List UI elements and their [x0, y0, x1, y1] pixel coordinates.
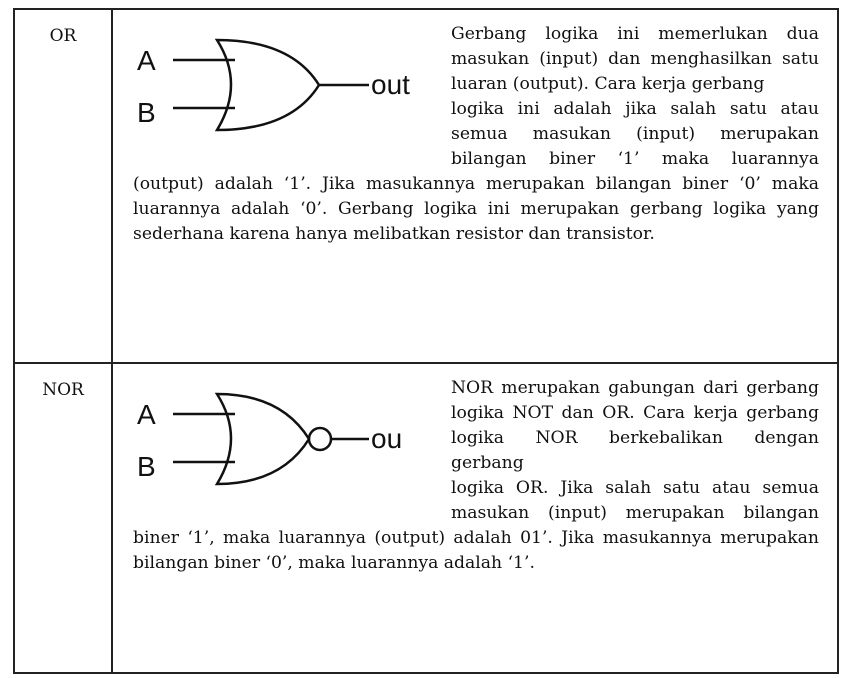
table-row-nor — [14, 363, 838, 673]
or-gate-diagram — [133, 26, 433, 146]
output-label: out — [371, 69, 410, 100]
gate-description-cell — [112, 363, 838, 673]
gate-name-cell — [14, 9, 112, 363]
gate-name-or: OR — [49, 26, 77, 46]
input-b-label: B — [137, 97, 156, 128]
gate-name-cell — [14, 363, 112, 673]
description-rest: logika ini adalah jika salah satu atau semua masukan (input) merupakan bilangan biner ‘1’ maka luarannya (output) adalah ‘1’. Jika masukannya merupakan bilangan biner ‘0’ maka luarannya adalah ‘0’. Gerbang logika ini merupakan gerbang logika yang sederhana karena hanya melibatkan resistor dan transistor. — [133, 99, 819, 244]
nor-gate-diagram — [133, 380, 433, 500]
gate-description-cell — [112, 9, 838, 363]
description-wrapped: NOR merupakan gabungan dari gerbang logika NOT dan OR. Cara kerja gerbang logika NOR berkebalikan dengan gerbang — [451, 378, 819, 473]
table-row-or — [14, 9, 838, 363]
output-label: ou — [371, 423, 403, 454]
input-a-label: A — [137, 399, 156, 430]
logic-gate-table — [13, 8, 839, 674]
description-wrapped: Gerbang logika ini memerlukan dua masukan (input) dan menghasilkan satu luaran (output). Cara kerja gerbang — [451, 24, 819, 94]
input-b-label: B — [137, 451, 156, 482]
gate-name-nor: NOR — [42, 380, 84, 400]
input-a-label: A — [137, 45, 156, 76]
inverter-bubble — [309, 428, 331, 450]
description-rest: logika OR. Jika salah satu atau semua masukan (input) merupakan bilangan biner ‘1’, maka luarannya (output) adalah 01’. Jika masukannya merupakan bilangan biner ‘0’, maka luarannya adalah ‘1’. — [133, 478, 819, 573]
